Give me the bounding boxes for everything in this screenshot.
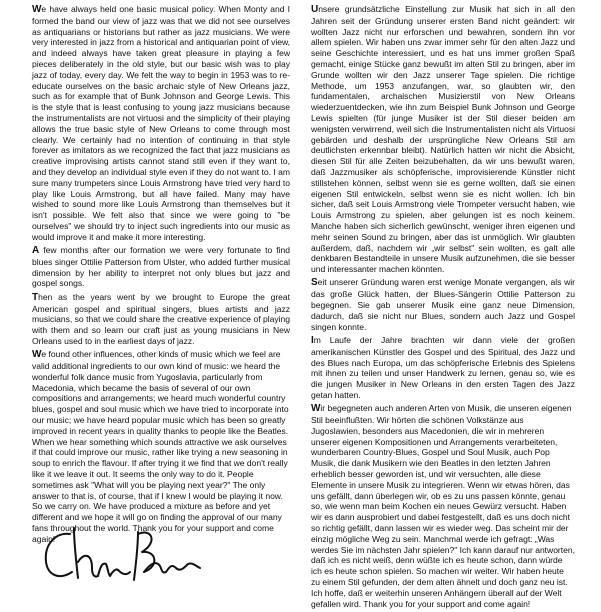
initial-letter: W (311, 403, 321, 415)
signature-stroke-c (46, 534, 72, 576)
paragraph-text: m Laufe der Jahre brachten wir dann viele der großen amerikanischen Künstler des Gospel und des Spiritual, des Jazz und des Blues nach Europa, um das schöpferische Erlebnis des Spielens mit ihnen zu teilen und unser Handwerk zu lernen, genau so, wie es die jungen Musiker in New Orleans in den ersten Tagen des Jazz getan hatten. (311, 334, 575, 400)
signature-strokes (46, 528, 200, 580)
signature-stroke-s (118, 570, 130, 574)
signature-stroke-h (74, 528, 98, 578)
signature-drawing (38, 518, 208, 592)
paragraph-text: ir begegneten auch anderen Arten von Musik, die unseren eigenen Stil beeinflußten. Wir hörten die schönen Volkstänze aus Jugoslawien, besonders aus Macedonien, die wir in mehreren unserer eigenen Kompositionen und Arrangements verarbeiteten, wunderbaren Country-Blues, Gospel und Soul Musik, auch Pop Musik, die dank Musikern wie den Beatles in den letzten Jahren erheblich besser geworden ist, und wir versuchten, alle diese Elemente in unsere Musik zu integrieren. Wenn wir etwas hören, das uns gefällt, dann überlegen wir, ob es zu uns passen könnte, genau so, wie wenn man beim Kochen ein neues Gewürz versucht. Haben wir es dann ausprobiert und dabei festgestellt, daß es uns doch nicht so richtig gefällt, dann lassen wir es wieder weg. Das scheint mir der einzig mögliche Weg zu sein. Manchmal werde ich gefragt: „Was werdes Sie im nächsten Jahr spielen?" Ich kann darauf nur antworten, daß ich es nicht weiß, denn wüßte ich es heute schon, dann würde ich es heute schon spielen. So machen wir weiter. Wir haben heute zu einem Stil gefunden, der dem alten ähnelt und doch ganz neu ist. Ich hoffe, daß er weiterhin unseren Anhängern überall auf der Welt gefallen wird. Thank you for your support and come again! (311, 403, 575, 609)
paragraph-text: few months after our formation we were very fortunate to find blues singer Ottilie Patterson from Ulster, who added further musical dimension by her ability to interpret not only blues but jazz and gospel songs. (32, 245, 290, 289)
paragraph-text: e found other influences, other kinds of music which we feel are valid additional ingredients to our own kind of music: we heard the wonderful folk dance music from Yugoslavia, particularly from Macedonia, which became the basis of several of our own compositions and arrangements; we heard much wonderful country blues, gospel and soul music which we have tried to incorporate into our music; we have heard popular music which has been so greatly improved in recent years in quality thanks to people like the Beatles. When we hear something which sounds attractive we ask ourselves if that could improve our music, rather like trying a new seasoning in soup to enrich the flavour. If after trying it we find that we don't really like it we leave it out. It seems the only way to do it. People sometimes ask "What will you be playing next year?" The only answer to that is, of course, that if I knew I would be playing it now. So we carry on. We have produced a mixture as before and yet different and we hope it will go on finding the approval of our many fans throughout the world. Thank you for your support and come again! (32, 349, 289, 544)
english-paragraph-2 (32, 245, 290, 289)
english-paragraph-3 (32, 292, 290, 347)
english-paragraph-1 (32, 4, 290, 243)
paragraph-text: e have always held one basic musical policy. When Monty and I formed the band our view of jazz was that we did not see ourselves as antiquarians or historians but rather as jazz musicians. We were very interested in jazz from a historical and antiquarian point of view, and indeed always have taken great pleasure in playing a few pieces deliberately in the old style, but our basic wish was to play jazz of today, every day. We felt the way to begin in 1953 was to re-educate ourselves on the basic archaic style of New Orleans jazz, such as for example that of Bunk Johnson and George Lewis. This is the style that is least confusing to young jazz musicians because the instrumentalists are not virtuosi and the simplicity of their playing allows the true basic style of New Orleans to come through most clearly. We certainly had no intention of continuing in that style forever as imitators as we recognized the fact that jazz musicians as creative improvising artists cannot stand still even if they want to, and they develop an individual style even if they do not want to. I am sure many trumpeters since Louis Armstrong have tried very hard to play like Louis Armstrong, but all have failed. Many may have wished to sound more like Louis Armstrong than themselves but it isn't possible. We felt also that since we were going to "be ourselves" we should try to inject such ingredients into our music as would improve it and make it more interesting. (32, 4, 290, 242)
initial-letter: W (32, 349, 42, 361)
german-paragraph-3 (311, 335, 575, 401)
paragraph-text: eit unserer Gründung waren erst wenige Monate vergangen, als wir das große Glück hatten, der Blues-Sängerin Ottilie Patterson zu begegnen. Sie gab unserer Musik eine ganz neue Dimension, dadurch, daß sie nicht nur Blues, sondern auch Jazz und Gospel singen konnte. (311, 277, 575, 332)
german-column (311, 4, 575, 612)
paragraph-text: hen as the years went by we brought to Europe the great American gospel and spiritual singers, blues artists and jazz musicians, so that we could share the creative experience of playing with them and so learn our craft just as young musicians in New Orleans used to in the earliest days of jazz. (32, 291, 290, 346)
german-paragraph-1 (311, 4, 575, 275)
initial-letter: U (311, 4, 319, 15)
initial-letter: W (32, 4, 42, 15)
german-paragraph-2 (311, 277, 575, 332)
german-paragraph-4 (311, 403, 575, 609)
initial-letter: I (311, 334, 314, 346)
english-paragraph-4 (32, 349, 290, 544)
initial-letter: S (311, 277, 318, 289)
english-column (32, 4, 290, 547)
initial-letter: A (32, 245, 40, 257)
signature-stroke-ri (98, 564, 118, 576)
signature (38, 518, 208, 592)
paragraph-text: nsere grundsätzliche Einstellung zur Musik hat sich in all den Jahren seit der Gründung unserer ersten Band nicht geändert: wir wollten Jazz nicht nur erforschen und bewahren, sondern ihn vor allem spielen. Wir haben uns zwar immer sehr für den alten Jazz und seine Geschichte interessiert, und es hat uns immer großen Spaß gemacht, einige Stücke ganz bewußt im alten Stil zu bringen, aber im Grunde wollten wir den Jazz unserer Tage spielen. Die richtige Methode, um 1953 anzufangen, war, so glaubten wir, den fundamentalen, archaischen Musizierstil von New Orleans wiederzuentdecken, wie ihn zum Beispiel Bunk Johnson und George Lewis spielten (für junge Musiker ist der Stil dieser beiden am wenigsten verwirrend, weil sich die Instrumentalisten nicht als Virtuosi gebärden und deshalb der ursprüngliche New Orleans Stil am deutlichsten erkennbar bleibt). Natürlich hatten wir nicht die Absicht, diesen Stil für alle Zeiten beizubehalten, da wir uns bewußt waren, daß Jazzmusiker als schöpferische, improvisierende Künstler nicht stillstehen können, selbst wenn sie es gerne wollten, daß sie einen eigenen Stil entwickeln, selbst wenn sie es nicht wollen. Ich bin sicher, daß seit Louis Armstrong viele Trompeter versucht haben, wie Louis Armstrong zu spielen, aber gelungen ist es noch keinem. Manche haben sich sicherlich gewünscht, weniger ihren eigenen und mehr seinen Sound zu bringen, aber das ist unmöglich. Wir glaubten außerdem, daß, nachdem wir „wir selbst" sein wollten, es galt alle denkbaren Bestandteile in unsere Musik aufzunehmen, die sie besser und interessanter machen könnten. (311, 4, 575, 275)
initial-letter: T (32, 291, 39, 303)
signature-stroke-arber (144, 563, 200, 572)
